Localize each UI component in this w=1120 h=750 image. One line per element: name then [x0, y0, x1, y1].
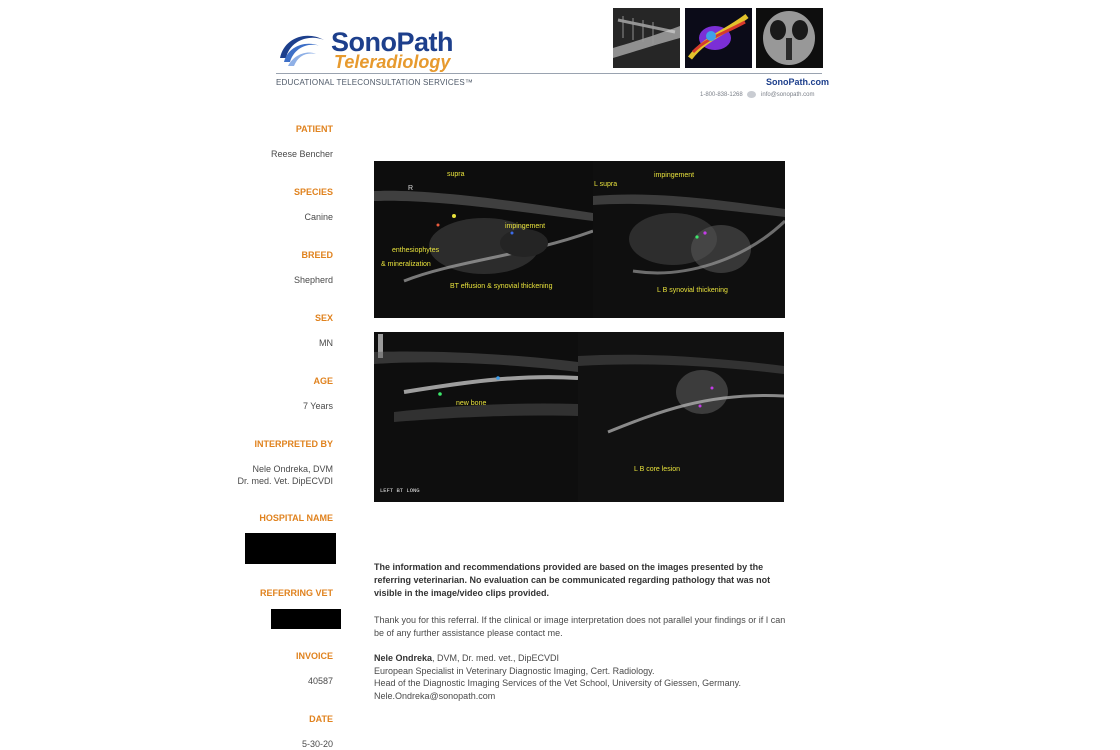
signature-position: Head of the Diagnostic Imaging Services of the Vet School, University of Giessen, Germany. [374, 678, 742, 688]
patient-value: Reese Bencher [270, 149, 333, 159]
disclaimer-text: The information and recommendations provided are based on the images presented by the referring veterinarian. No evaluation can be communicated regarding pathology that was not visible in the image/video clips provided. [374, 562, 771, 598]
signature-title: European Specialist in Veterinary Diagnostic Imaging, Cert. Radiology. [374, 665, 655, 676]
ultrasound-right-supraspinatus [374, 161, 593, 318]
us-label-enthesiophytes: enthesiophytes [392, 247, 440, 254]
ultrasound-lb-core-lesion [578, 332, 784, 502]
sex-label: SEX [314, 313, 333, 323]
hospital-name-redacted [245, 533, 336, 564]
date-label: DATE [309, 714, 333, 724]
invoice-label: INVOICE [295, 651, 333, 661]
signature-name-line [374, 652, 804, 665]
interpreted-by-name: Nele Ondreka, DVM [252, 464, 333, 474]
species-value: Canine [304, 212, 333, 222]
brand-name: SonoPath [331, 27, 453, 57]
signature-credentials: , DVM, Dr. med. vet., DipECVDI [432, 653, 560, 663]
date-value: 5-30-20 [301, 739, 333, 749]
tagline: EDUCATIONAL TELECONSULTATION SERVICES™ [276, 78, 474, 87]
us-label-bt-effusion: BT effusion & synovial thickening [450, 283, 553, 290]
xray-thumbnail [613, 8, 680, 68]
us-label-r: R [408, 185, 414, 192]
age-value: 7 Years [302, 401, 333, 411]
referring-vet-redacted [271, 609, 341, 629]
us-caption-left-bt-long: LEFT BT LONG [380, 487, 420, 494]
us-label-supra: supra [447, 171, 465, 178]
patient-label: PATIENT [295, 124, 333, 134]
signature-name: Nele Ondreka [374, 653, 433, 663]
breed-label: BREED [301, 250, 333, 260]
signature-block [374, 652, 804, 702]
sex-value: MN [319, 338, 333, 348]
interpreted-by-label: INTERPRETED BY [254, 439, 333, 449]
website-link[interactable]: SonoPath.com [766, 77, 830, 87]
invoice-value: 40587 [307, 676, 333, 686]
brand-subtitle: Teleradiology [334, 52, 451, 72]
referring-vet-label: REFERRING VET [259, 588, 333, 598]
signature-email[interactable]: Nele.Ondreka@sonopath.com [374, 690, 496, 701]
sonopath-swirl-icon [276, 28, 328, 70]
us-label-impingement-left: impingement [654, 172, 695, 179]
us-label-new-bone: new bone [456, 400, 487, 407]
ultrasound-left-bt-long [374, 332, 578, 502]
ultrasound-left-supraspinatus [593, 161, 785, 318]
contact-email[interactable]: info@sonopath.com [761, 92, 815, 99]
email-icon [747, 91, 756, 98]
thank-you-text: Thank you for this referral. If the clinical or image interpretation does not parallel your findings or if I can be of any further assistance please contact me. [374, 615, 786, 638]
contact-info [700, 91, 815, 98]
header-divider [276, 73, 822, 74]
us-label-lb-synovial: L B synovial thickening [657, 287, 728, 294]
interpreted-by-credentials: Dr. med. Vet. DipECVDI [237, 476, 333, 486]
breed-value: Shepherd [293, 275, 333, 285]
3d-render-thumbnail [685, 8, 752, 68]
sonopath-logo [276, 26, 453, 76]
us-label-impingement: impingement [505, 223, 546, 230]
phone-number: 1-800-838-1268 [700, 92, 743, 99]
hospital-name-label: HOSPITAL NAME [259, 513, 333, 523]
ct-skull-thumbnail [756, 8, 823, 68]
us-label-mineralization: & mineralization [381, 261, 431, 268]
us-label-l-supra: L supra [594, 181, 618, 188]
us-label-core-lesion: L B core lesion [634, 466, 681, 473]
age-label: AGE [313, 376, 333, 386]
species-label: SPECIES [293, 187, 333, 197]
